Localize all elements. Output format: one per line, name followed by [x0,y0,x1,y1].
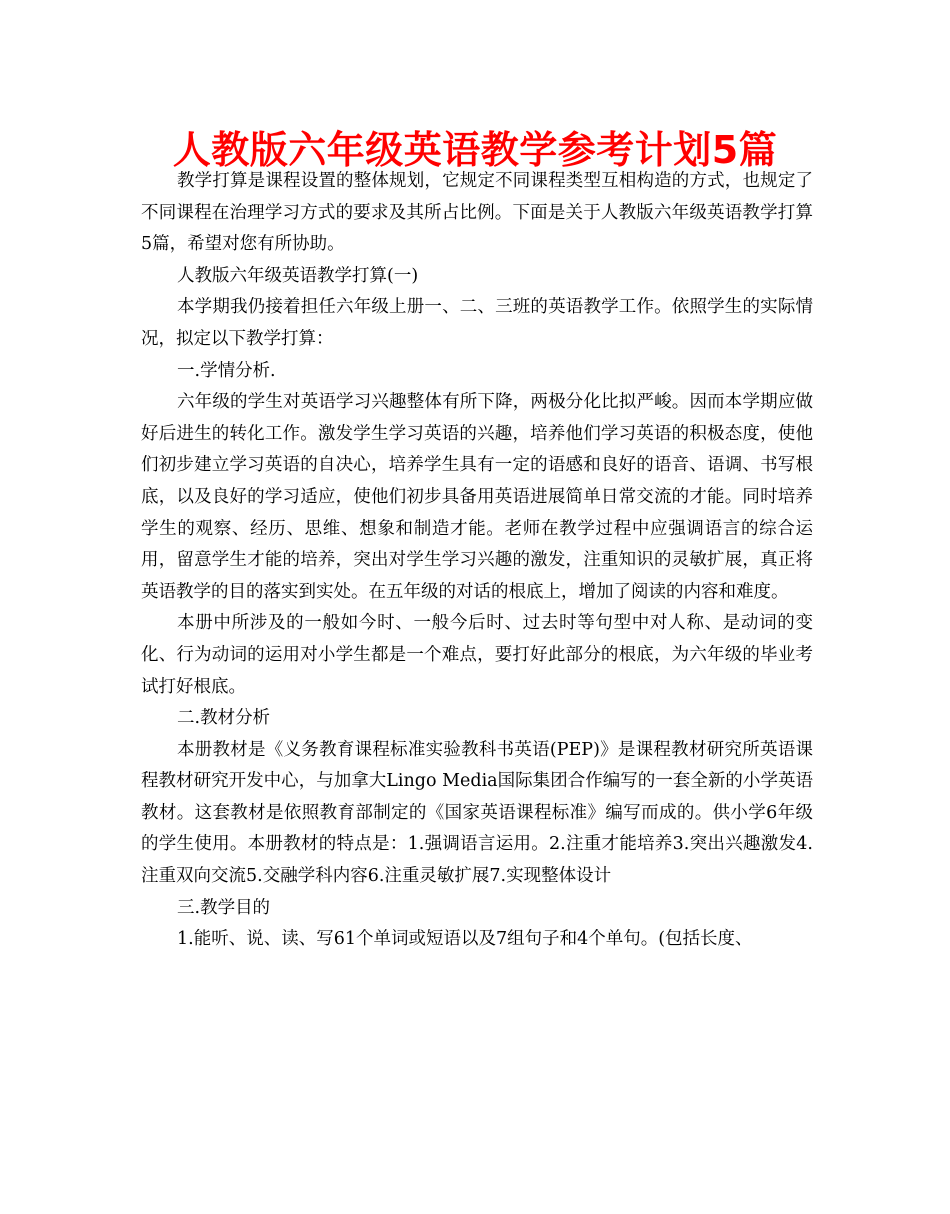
paragraph-heading-learner-analysis: 一.学情分析. [177,360,276,381]
paragraph-heading-teaching-goals: 三.教学目的 [177,897,271,918]
paragraph: 六年级的学生对英语学习兴趣整体有所下降，两极分化比拟严峻。因而本学期应做好后进生的转化工作。激发学生学习英语的兴趣，培养他们学习英语的积极态度，使他们初步建立学习英语的自决心，培养学生具有一定的语感和良好的语音、语调、书写根底，以及良好的学习适应，使他们初步具备用英语进展简单日常交流的才能。同时培养学生的观察、经历、思维、想象和制造才能。老师在教学过程中应强调语言的综合运用，留意学生才能的培养，突出对学生学习兴趣的激发，注重知识的灵敏扩展，真正将英语教学的目的落实到实处。在五年级的对话的根底上，增加了阅读的内容和难度。 [141,392,813,602]
paragraph: 本册中所涉及的一般如今时、一般今后时、过去时等句型中对人称、是动词的变化、行为动词的运用对小学生都是一个难点，要打好此部分的根底，为六年级的毕业考试打好根底。 [141,613,813,697]
document-title: 人教版六年级英语教学参考计划5篇 [172,128,778,172]
paragraph: 本学期我仍接着担任六年级上册一、二、三班的英语教学工作。依照学生的实际情况，拟定以下教学打算： [141,297,813,349]
paragraph-intro: 教学打算是课程设置的整体规划，它规定不同课程类型互相构造的方式，也规定了不同课程在治理学习方式的要求及其所占比例。下面是关于人教版六年级英语教学打算5篇，希望对您有所协助。 [141,171,813,255]
paragraph: 1.能听、说、读、写61个单词或短语以及7组句子和4个单句。(包括长度、 [177,929,753,950]
paragraph-section-heading: 人教版六年级英语教学打算(一) [177,265,419,286]
paragraph-heading-textbook-analysis: 二.教材分析 [177,708,271,729]
paragraph: 本册教材是《义务教育课程标准实验教科书英语(PEP)》是课程教材研究所英语课程教材研究开发中心，与加拿大Lingo Media国际集团合作编写的一套全新的小学英语教材。这套教材是依照教育部制定的《国家英语课程标准》编写而成的。供小学6年级的学生使用。本册教材的特点是：1.强调语言运用。2.注重才能培养3.突出兴趣激发4.注重双向交流5.交融学科内容6.注重灵敏扩展7.实现整体设计 [141,739,813,887]
document-body [141,166,813,956]
